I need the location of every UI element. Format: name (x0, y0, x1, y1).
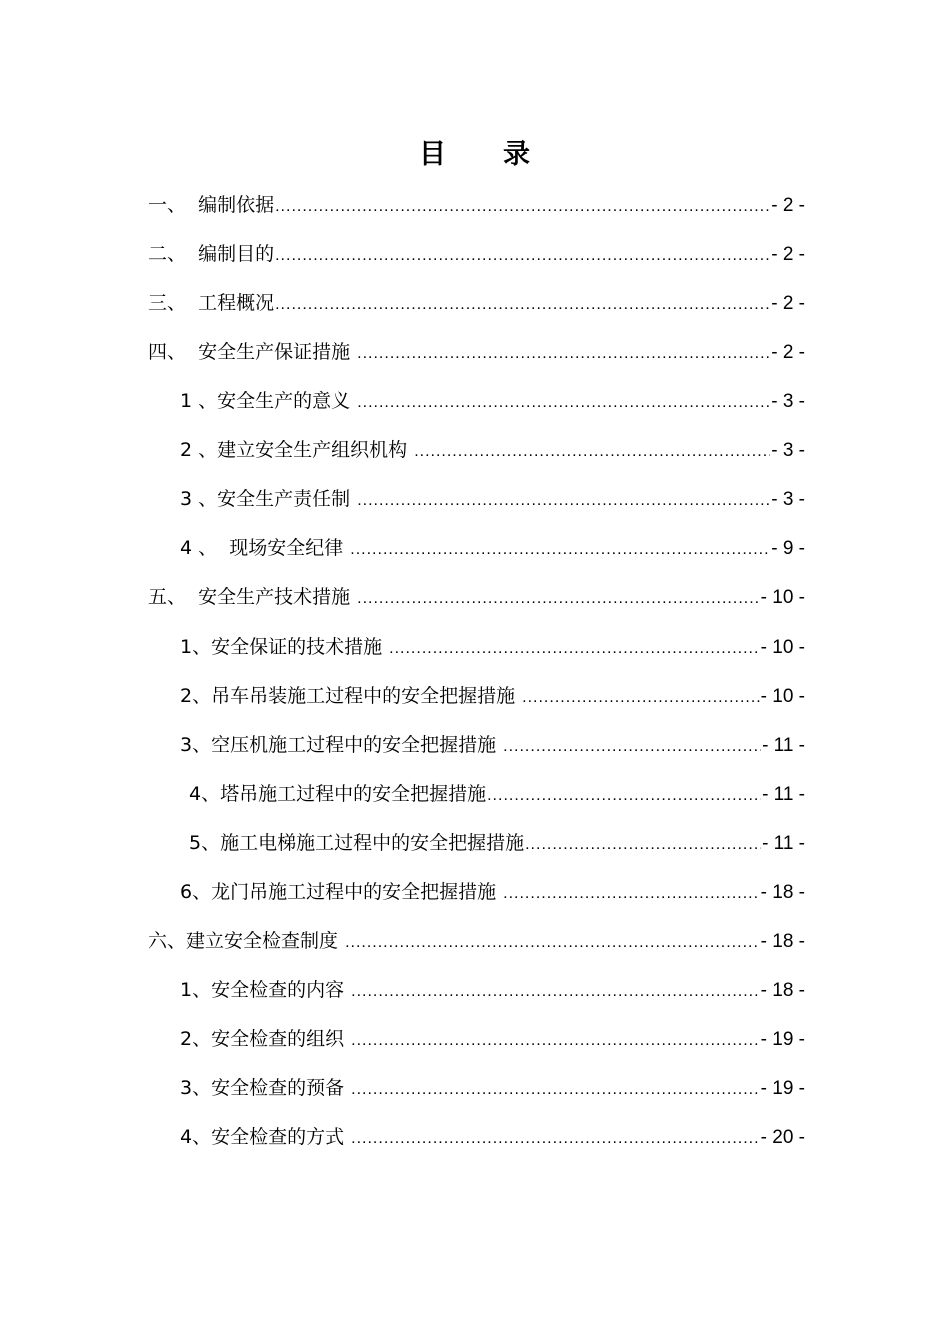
toc-entry-number: 三、 (148, 292, 199, 314)
toc-entry-label: 安全生产责任制 (217, 488, 357, 510)
toc-entry[interactable] (180, 485, 805, 513)
toc-entry-page: - 3 - (771, 440, 805, 461)
toc-entry-label: 安全检查的组织 (211, 1028, 351, 1050)
toc-entry[interactable] (180, 1123, 805, 1151)
toc-leader-dots (351, 1027, 760, 1055)
toc-entry-number: 四、 (148, 341, 199, 363)
toc-entry[interactable] (148, 927, 805, 955)
toc-entry-number: 4 、 (180, 537, 230, 559)
toc-entry-number: 一、 (148, 194, 199, 216)
toc-entry-page: - 10 - (760, 686, 805, 707)
toc-entry-page: - 10 - (760, 587, 805, 608)
toc-entry-page: - 18 - (760, 980, 805, 1001)
toc-entry-page: - 19 - (760, 1078, 805, 1099)
toc-leader-dots (357, 389, 770, 417)
toc-leader-dots (351, 978, 760, 1006)
toc-title-right: 录 (503, 139, 531, 170)
toc-entry-number: 2、 (180, 1028, 212, 1050)
toc-entry[interactable] (148, 289, 805, 317)
toc-entry[interactable] (180, 682, 805, 710)
toc-leader-dots (357, 340, 770, 368)
toc-entry-page: - 19 - (760, 1029, 805, 1050)
toc-leader-dots (275, 291, 770, 319)
toc-entry-number: 1、 (180, 636, 212, 658)
toc-entry[interactable] (180, 633, 805, 661)
toc-entry[interactable] (148, 338, 805, 366)
toc-entry[interactable] (148, 240, 805, 268)
toc-leader-dots (522, 684, 760, 712)
toc-entry-page: - 3 - (771, 489, 805, 510)
toc-entry-number: 1、 (180, 979, 212, 1001)
toc-leader-dots (414, 438, 770, 466)
toc-entry-page: - 18 - (760, 882, 805, 903)
toc-entry-label: 龙门吊施工过程中的安全把握措施 (211, 881, 503, 903)
toc-entry-number: 3 、 (180, 488, 218, 510)
toc-entry[interactable] (180, 976, 805, 1004)
toc-entry-label: 安全检查的内容 (211, 979, 351, 1001)
toc-entry[interactable] (180, 1074, 805, 1102)
toc-entry-number: 6、 (180, 881, 212, 903)
toc-entry-number: 4、 (180, 1126, 212, 1148)
toc-leader-dots (487, 782, 761, 810)
toc-leader-dots (357, 487, 770, 515)
toc-leader-dots (351, 1076, 760, 1104)
toc-entry[interactable] (180, 731, 805, 759)
toc-entry-number: 二、 (148, 243, 199, 265)
toc-entry-label: 吊车吊装施工过程中的安全把握措施 (211, 685, 522, 707)
toc-entry-page: - 2 - (771, 244, 805, 265)
toc-entry-number: 五、 (148, 586, 199, 608)
toc-title-left: 目 (419, 139, 447, 170)
toc-entry-label: 建立安全生产组织机构 (217, 439, 414, 461)
toc-leader-dots (351, 1125, 760, 1153)
toc-entry-label: 工程概况 (198, 292, 275, 314)
toc-entry-number: 2、 (180, 685, 212, 707)
toc-entry[interactable] (148, 583, 805, 611)
toc-entry-page: - 11 - (762, 833, 805, 854)
toc-entry-label: 建立安全检查制度 (186, 930, 345, 952)
toc-leader-dots (350, 536, 770, 564)
toc-entry-label: 塔吊施工过程中的安全把握措施 (220, 783, 487, 805)
toc-entry-label: 施工电梯施工过程中的安全把握措施 (220, 832, 525, 854)
toc-entry-page: - 2 - (771, 293, 805, 314)
toc-entry[interactable] (180, 1025, 805, 1053)
toc-leader-dots (345, 929, 760, 957)
toc-entry-page: - 2 - (771, 195, 805, 216)
toc-leader-dots (525, 831, 761, 859)
toc-entry-label: 现场安全纪律 (229, 537, 350, 559)
toc-entry-label: 安全保证的技术措施 (211, 636, 389, 658)
toc-entry-page: - 11 - (762, 784, 805, 805)
toc-entry-page: - 3 - (771, 391, 805, 412)
toc-entry-page: - 20 - (760, 1127, 805, 1148)
toc-leader-dots (275, 193, 770, 221)
toc-entry-number: 4、 (189, 783, 221, 805)
toc-entry-label: 安全生产保证措施 (198, 341, 357, 363)
toc-entry-page: - 9 - (771, 538, 805, 559)
toc-entry[interactable] (180, 387, 805, 415)
toc-entry[interactable] (180, 878, 805, 906)
toc-leader-dots (503, 733, 761, 761)
toc-entry-number: 5、 (189, 832, 221, 854)
toc-entry[interactable] (189, 829, 805, 857)
toc-entry-label: 安全检查的预备 (211, 1077, 351, 1099)
toc-leader-dots (357, 585, 760, 613)
toc-entry[interactable] (189, 780, 805, 808)
toc-entry-page: - 2 - (771, 342, 805, 363)
toc-entry[interactable] (180, 534, 805, 562)
toc-leader-dots (503, 880, 760, 908)
toc-title (0, 132, 950, 171)
toc-entry-number: 1 、 (180, 390, 218, 412)
toc-entry-label: 编制目的 (198, 243, 275, 265)
toc-entry-page: - 11 - (762, 735, 805, 756)
toc-entry-label: 编制依据 (198, 194, 275, 216)
toc-entry-page: - 10 - (760, 637, 805, 658)
toc-entry-page: - 18 - (760, 931, 805, 952)
toc-leader-dots (275, 242, 770, 270)
toc-entry[interactable] (148, 191, 805, 219)
toc-entry-label: 安全检查的方式 (211, 1126, 351, 1148)
toc-entry-number: 2 、 (180, 439, 218, 461)
toc-entry[interactable] (180, 436, 805, 464)
toc-leader-dots (389, 635, 760, 663)
toc-entry-number: 六、 (148, 930, 187, 952)
toc-entry-label: 安全生产技术措施 (198, 586, 357, 608)
toc-entry-label: 空压机施工过程中的安全把握措施 (211, 734, 503, 756)
toc-entry-number: 3、 (180, 734, 212, 756)
toc-entry-number: 3、 (180, 1077, 212, 1099)
toc-entry-label: 安全生产的意义 (217, 390, 357, 412)
